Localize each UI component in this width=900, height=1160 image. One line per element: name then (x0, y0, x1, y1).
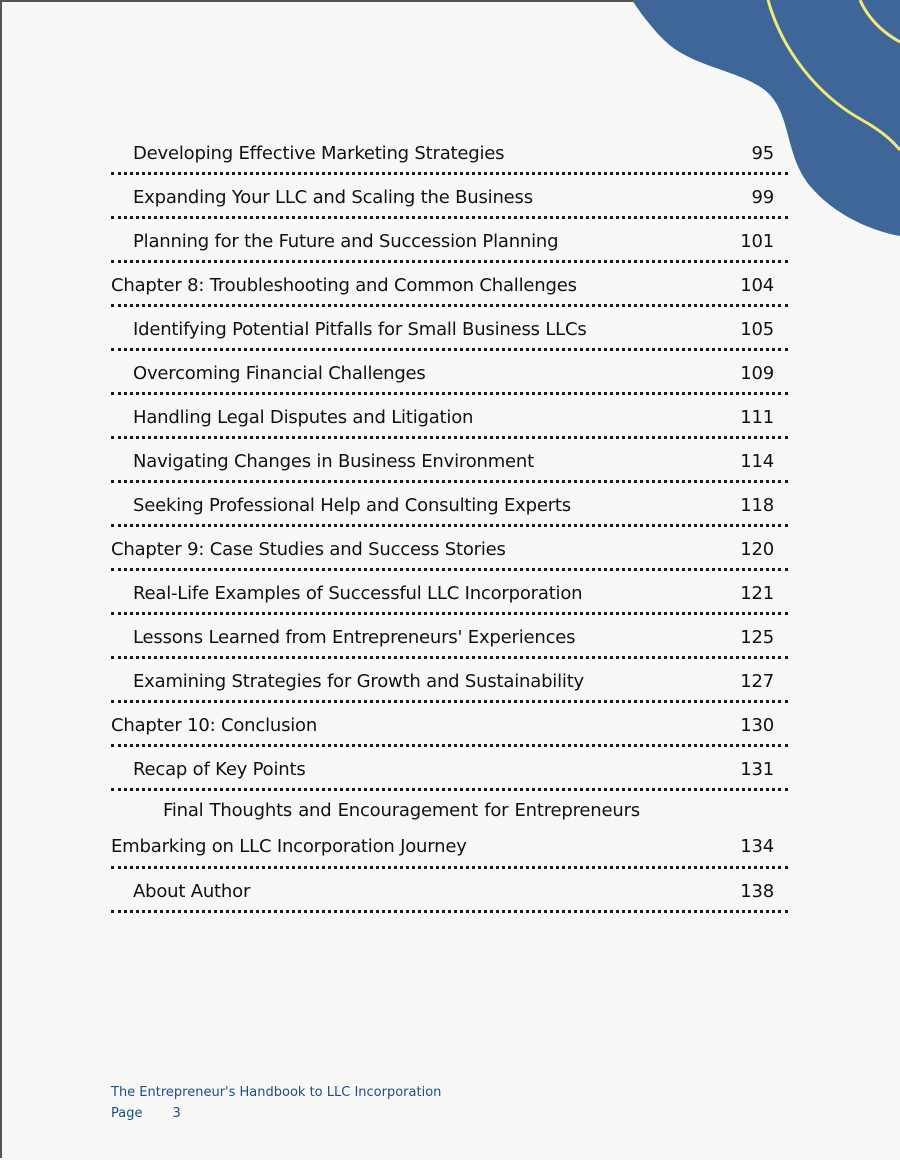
toc-entry[interactable] (111, 662, 788, 703)
footer-page-number: 3 (172, 1106, 181, 1121)
toc-entry-title: Chapter 8: Troubleshooting and Common Challenges (111, 274, 577, 296)
toc-entry[interactable] (111, 574, 788, 615)
toc-entry-page: 127 (740, 670, 774, 692)
page-footer (111, 1082, 441, 1124)
toc-entry[interactable] (111, 354, 788, 395)
toc-entry-page: 130 (740, 714, 774, 736)
toc-entry-page: 111 (740, 406, 774, 428)
toc-entry-title: Planning for the Future and Succession Planning (133, 230, 559, 252)
toc-entry-title: Real-Life Examples of Successful LLC Incorporation (133, 582, 583, 604)
toc-entry-title: Chapter 10: Conclusion (111, 714, 318, 736)
toc-entry[interactable] (111, 794, 788, 869)
toc-entry[interactable] (111, 442, 788, 483)
toc-entry-page: 105 (740, 318, 774, 340)
toc-entry[interactable] (111, 222, 788, 263)
footer-book-title: The Entrepreneur's Handbook to LLC Incorporation (111, 1085, 442, 1100)
toc-entry[interactable] (111, 618, 788, 659)
table-of-contents (111, 134, 788, 913)
toc-entry[interactable] (111, 872, 788, 913)
toc-entry-title: Navigating Changes in Business Environment (133, 450, 534, 472)
toc-entry-page: 101 (740, 230, 774, 252)
toc-entry[interactable] (111, 134, 788, 175)
toc-entry[interactable] (111, 178, 788, 219)
toc-entry-title: Recap of Key Points (133, 758, 306, 780)
toc-entry-title: Expanding Your LLC and Scaling the Business (133, 186, 533, 208)
toc-chapter-entry[interactable] (111, 706, 788, 747)
toc-entry-page: 120 (740, 538, 774, 560)
toc-chapter-entry[interactable] (111, 266, 788, 307)
toc-entry-page: 118 (740, 494, 774, 516)
toc-entry-page: 114 (740, 450, 774, 472)
toc-entry-title: Overcoming Financial Challenges (133, 362, 426, 384)
toc-entry[interactable] (111, 310, 788, 351)
toc-entry[interactable] (111, 486, 788, 527)
toc-entry-title-line1: Final Thoughts and Encouragement for Entrepreneurs (163, 800, 640, 821)
toc-entry-page: 134 (740, 835, 774, 857)
toc-entry-page: 99 (751, 186, 774, 208)
toc-entry-page: 138 (740, 880, 774, 902)
toc-entry-page: 131 (740, 758, 774, 780)
toc-entry-page: 104 (740, 274, 774, 296)
footer-page-label: Page (111, 1106, 143, 1121)
toc-entry-title-line2: Embarking on LLC Incorporation Journey (111, 835, 467, 857)
toc-entry-title: Seeking Professional Help and Consulting Experts (133, 494, 571, 516)
toc-entry[interactable] (111, 398, 788, 439)
toc-entry-title: Lessons Learned from Entrepreneurs' Experiences (133, 626, 576, 648)
toc-entry-title: Identifying Potential Pitfalls for Small Business LLCs (133, 318, 587, 340)
toc-entry-title: Handling Legal Disputes and Litigation (133, 406, 474, 428)
toc-entry-page: 95 (751, 142, 774, 164)
toc-entry-page: 109 (740, 362, 774, 384)
toc-entry-page: 125 (740, 626, 774, 648)
toc-chapter-entry[interactable] (111, 530, 788, 571)
toc-entry-title: Chapter 9: Case Studies and Success Stories (111, 538, 506, 560)
footer-page-line (111, 1103, 441, 1124)
toc-entry-title: About Author (133, 880, 251, 902)
toc-entry[interactable] (111, 750, 788, 791)
toc-entry-title: Developing Effective Marketing Strategies (133, 142, 505, 164)
toc-entry-title: Examining Strategies for Growth and Sustainability (133, 670, 585, 692)
toc-entry-page: 121 (740, 582, 774, 604)
